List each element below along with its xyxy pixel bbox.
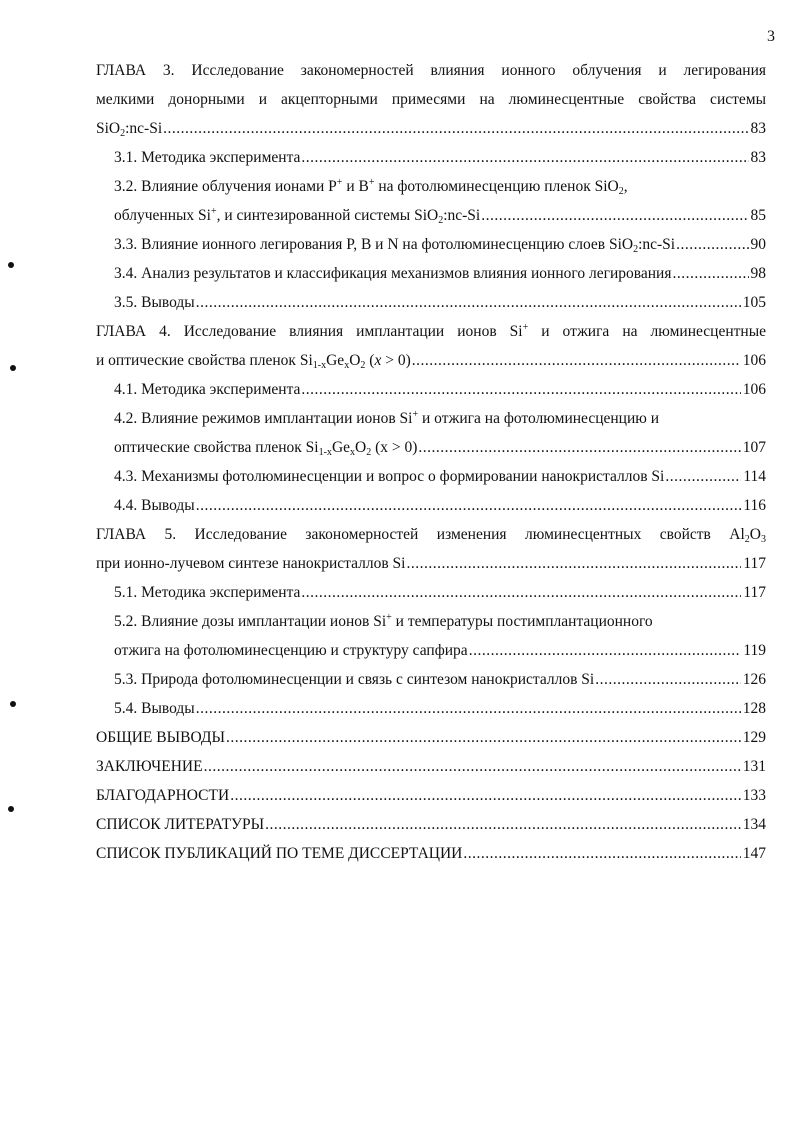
toc-entry[interactable] (96, 259, 766, 288)
dot-leader (412, 346, 741, 375)
dot-leader (463, 839, 740, 868)
toc-page-number: 128 (742, 700, 766, 717)
toc-entry-title: СПИСОК ЛИТЕРАТУРЫ (96, 816, 265, 833)
toc-entry-title: и оптические свойства пленок $Si_{1-x}Ge_xO_2$ (x > 0) (96, 352, 411, 371)
toc-entry-title: 3.5. Выводы (114, 294, 195, 311)
toc-entry-title: 5.3. Природа фотолюминесценции и связь с синтезом нанокристаллов Si (114, 671, 595, 688)
toc-entry-general-conclusions[interactable] (96, 723, 766, 752)
toc-entry-title: отжига на фотолюминесценцию и структуру сапфира (114, 642, 468, 659)
toc-entry-title: 4.3. Механизмы фотолюминесценции и вопрос о формировании нанокристаллов Si (114, 468, 665, 485)
dot-leader (301, 375, 740, 404)
toc-entry-title: облученных Si+, и синтезированной системы SiO$_2$:nc-Si (114, 206, 481, 226)
toc-entry-title: 3.1. Методика эксперимента (114, 149, 301, 166)
dot-leader (226, 723, 741, 752)
toc-page-number: 107 (742, 439, 766, 456)
toc-entry-title: 4.2. Влияние режимов имплантации ионов Si+ и отжига на фотолюминесценцию и (114, 409, 660, 427)
toc-entry-title: оптические свойства пленок $Si_{1-x}Ge_xO_2$ (x > 0) (114, 439, 418, 458)
toc-entry[interactable] (96, 288, 766, 317)
toc-entry-title: ЗАКЛЮЧЕНИЕ (96, 758, 203, 775)
toc-entry-title: 5.1. Методика эксперимента (114, 584, 301, 601)
dot-leader (406, 549, 741, 578)
toc-entry[interactable] (96, 665, 766, 694)
toc-page-number: 117 (743, 584, 766, 601)
toc-page-number: 98 (750, 265, 766, 282)
toc-entry-title: 3.3. Влияние ионного легирования P, B и N на фотолюминесценцию слоев SiO$_2$:nc-Si (114, 236, 676, 255)
toc-entry-title: SiO$_2$:nc-Si (96, 120, 163, 139)
dot-leader (163, 114, 748, 143)
binding-hole-mark (8, 806, 14, 812)
toc-entry-title: 4.4. Выводы (114, 497, 195, 514)
dot-leader (196, 288, 741, 317)
toc-entry[interactable] (96, 694, 766, 723)
toc-entry-conclusion[interactable] (96, 752, 766, 781)
toc-chapter-3-line-2: мелкими донорными и акцепторными примесями на люминесцентные свойства системы (96, 91, 766, 108)
dot-leader (265, 810, 741, 839)
toc-entry-title: 3.2. Влияние облучения ионами P+ и B+ на фотолюминесценцию пленок SiO$_2$, (114, 177, 628, 197)
dot-leader (665, 462, 741, 491)
toc-page-number: 131 (742, 758, 766, 775)
toc-page-number: 116 (743, 497, 766, 514)
toc-entry[interactable] (96, 375, 766, 404)
dot-leader (672, 259, 748, 288)
dot-leader (418, 433, 740, 462)
toc-entry-title: 4.1. Методика эксперимента (114, 381, 301, 398)
table-of-contents (96, 56, 766, 868)
binding-hole-mark (10, 701, 16, 707)
toc-page-number: 85 (750, 207, 766, 224)
binding-hole-mark (10, 365, 16, 371)
toc-page-number: 119 (743, 642, 766, 659)
toc-chapter-4-entry[interactable] (96, 346, 766, 375)
toc-entry[interactable] (96, 462, 766, 491)
toc-entry[interactable] (96, 230, 766, 259)
toc-page-number: 129 (742, 729, 766, 746)
toc-entry-title: 5.2. Влияние дозы имплантации ионов Si+ и температуры постимплантационного (114, 612, 653, 630)
toc-entry[interactable] (96, 201, 766, 230)
dot-leader (676, 230, 748, 259)
toc-chapter-3-line-1: ГЛАВА 3. Исследование закономерностей влияния ионного облучения и легирования (96, 62, 766, 79)
toc-chapter-3-entry[interactable] (96, 114, 766, 143)
dot-leader (595, 665, 741, 694)
dot-leader (230, 781, 741, 810)
toc-chapter-5-entry[interactable] (96, 549, 766, 578)
toc-entry-title: ОБЩИЕ ВЫВОДЫ (96, 729, 225, 746)
dot-leader (196, 491, 742, 520)
toc-page-number: 147 (742, 845, 766, 862)
toc-chapter-5-line-1: ГЛАВА 5. Исследование закономерностей изменения люминесцентных свойств $Al_2O_3$ (96, 526, 766, 545)
toc-entry-line (96, 404, 766, 433)
dot-leader (301, 578, 741, 607)
toc-entry-title: БЛАГОДАРНОСТИ (96, 787, 230, 804)
toc-entry-title: СПИСОК ПУБЛИКАЦИЙ ПО ТЕМЕ ДИССЕРТАЦИИ (96, 845, 463, 862)
toc-entry[interactable] (96, 491, 766, 520)
toc-entry[interactable] (96, 636, 766, 665)
toc-page-number: 117 (743, 555, 766, 572)
toc-page-number: 105 (742, 294, 766, 311)
toc-page-number: 106 (742, 352, 766, 369)
toc-entry-line (96, 607, 766, 636)
toc-entry-line (96, 172, 766, 201)
toc-page-number: 83 (750, 149, 766, 166)
toc-entry-title: 5.4. Выводы (114, 700, 195, 717)
dot-leader (469, 636, 742, 665)
toc-page-number: 134 (742, 816, 766, 833)
page-number: 3 (767, 28, 775, 45)
dot-leader (481, 201, 748, 230)
binding-hole-mark (8, 262, 14, 268)
toc-entry-publications[interactable] (96, 839, 766, 868)
toc-entry[interactable] (96, 578, 766, 607)
toc-page-number: 90 (750, 236, 766, 253)
toc-entry[interactable] (96, 143, 766, 172)
toc-page-number: 114 (743, 468, 766, 485)
toc-page-number: 106 (742, 381, 766, 398)
dot-leader (204, 752, 741, 781)
toc-page-number: 126 (742, 671, 766, 688)
toc-page-number: 83 (750, 120, 766, 137)
toc-entry-acknowledgements[interactable] (96, 781, 766, 810)
toc-entry[interactable] (96, 433, 766, 462)
dot-leader (301, 143, 748, 172)
toc-entry-title: 3.4. Анализ результатов и классификация механизмов влияния ионного легирования (114, 265, 672, 282)
toc-page-number: 133 (742, 787, 766, 804)
toc-entry-references[interactable] (96, 810, 766, 839)
toc-chapter-4-line-1: ГЛАВА 4. Исследование влияния имплантации ионов Si+ и отжига на люминесцентные (96, 322, 766, 340)
dot-leader (196, 694, 741, 723)
toc-entry-title: при ионно-лучевом синтезе нанокристаллов Si (96, 555, 406, 572)
